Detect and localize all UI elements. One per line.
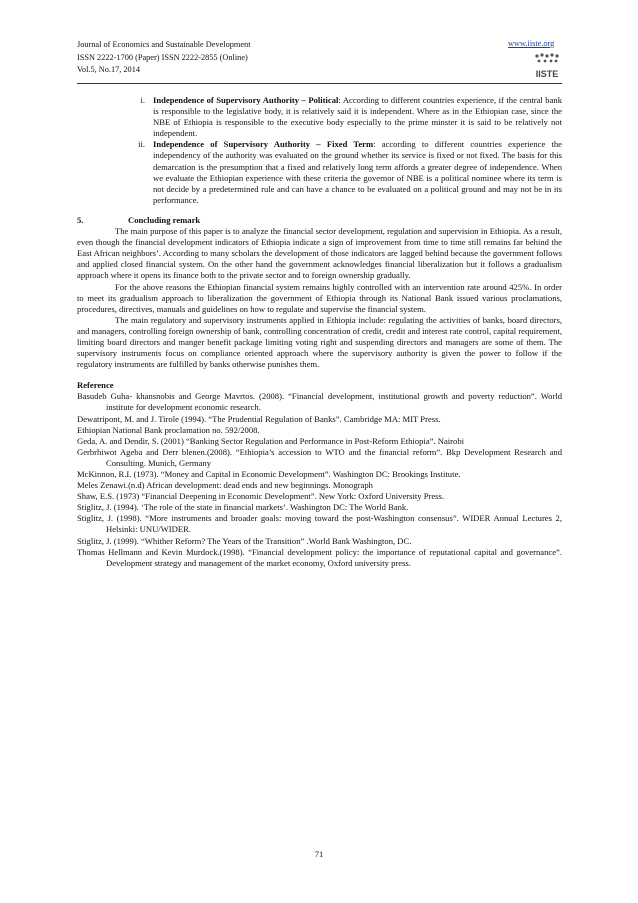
- reference-item: Meles Zenawi.(n.d) African development: dead ends and new beginnings. Monograph: [77, 480, 373, 491]
- list-item: [140, 95, 563, 139]
- paragraph: The main purpose of this paper is to analyze the financial sector development, regulation and supervision in Ethiopia. As a result, even though the financial development indicators of Ethiopia indicate a sign of improvement from time to time still remains far behind the East African neighbors’. According to many scholars the development of those indicators are lagged behind because the government follows and applied closed financial system. On the other hand the government acknowledges financial liberalization but it follows a gradualism approach where it opens its finance both to the private sector and to foreign ownership gradually.: [77, 226, 562, 281]
- reference-item: Geda, A. and Dendir, S. (2001) “Banking Sector Regulation and Performance in Post-Reform Ethiopia”. Nairobi: [77, 435, 464, 446]
- reference-item: Stiglitz, J. (1994). ‘The role of the state in financial markets’. Washington DC: The World Bank.: [77, 502, 409, 513]
- list-item: [138, 139, 562, 206]
- header-rule: [77, 83, 562, 84]
- paragraph: For the above reasons the Ethiopian financial system remains highly controlled with an intervention rate around 425%. In order to meet its gradualism approach to liberalization the government of Ethiopia through its National Bank issued various proclamations, procedures, directives, manuals and guidelines on how to regulate and supervise the financial system.: [77, 281, 562, 314]
- reference-item: Basudeb Guha- khansnobis and George Mavrtos. (2008). “Financial development, institutional growth and poverty reduction”. World institute for development economic research.: [77, 391, 562, 413]
- section-number: 5.: [77, 214, 84, 225]
- reference-item: Stiglitz, J. (1999). “Whither Reform? The Years of the Transition” .World Bank Washington, DC.: [77, 535, 412, 546]
- section-heading: [77, 215, 562, 226]
- volume-line: Vol.5, No.17, 2014: [77, 65, 140, 74]
- list-item-text: : According to different countries experience, if the central bank is responsible to the legislative body, it is relatively said it is independent. Where as in the Ethiopian case, since the NBE of Ethiopia is responsible to the executive body especially to the prime minster it is said to be relatively not independent.: [153, 95, 563, 139]
- reference-item: Thomas Hellmann and Kevin Murdock.(1998). “Financial development policy: the importance of reputational capital and governance”. Development strategy and management of the market economy, Oxford university press.: [77, 546, 562, 568]
- reference-item: Ethiopian National Bank proclamation no. 592/2008.: [77, 424, 260, 435]
- journal-header: [77, 39, 251, 77]
- list-number: i.: [140, 95, 145, 105]
- references-heading: Reference: [77, 380, 114, 391]
- journal-name: Journal of Economics and Sustainable Development: [77, 40, 251, 49]
- reference-item: McKinnon, R.I. (1973). “Money and Capital in Economic Development”. Washington DC: Brookings Institute.: [77, 469, 461, 479]
- issn-line: ISSN 2222-1700 (Paper) ISSN 2222-2855 (Online): [77, 52, 248, 62]
- list-item-title: Independence of Supervisory Authority – Fixed Term: [153, 139, 374, 150]
- svg-text:IISTE: IISTE: [535, 69, 559, 79]
- section-title: Concluding remark: [128, 214, 201, 225]
- iiste-logo: [533, 52, 561, 82]
- list-number: ii.: [138, 139, 145, 150]
- paragraph: The main regulatory and supervisory instruments applied in Ethiopia include: regulating the activities of banks, board directors, and managers, controlling foreign ownership of bank, controlling concentration of credit, credit and interest rate control, capital requirement, limiting board directors and manger benefit package limiting voting right and suspending directors and managers are some of them. The supervisory instruments focus on compliance oriented approach where the supervisory authority is given the power to follow if the regulatory instruments are fulfilled by banks otherwise punishes them.: [77, 314, 562, 370]
- page-body: [77, 95, 562, 569]
- reference-item: Shaw, E.S. (1973) “Financial Deepening in Economic Development”. New York: Oxford University Press.: [77, 491, 444, 502]
- reference-item: Stiglitz, J. (1998). “More instruments and broader goals: moving toward the post-Washington consensus”. WIDER Annual Lectures 2, Helsinki: UNU/WIDER.: [77, 513, 562, 535]
- reference-item: Dewatripont, M. and J. Tirole (1994). “The Prudential Regulation of Banks”. Cambridge MA: MIT Press.: [77, 413, 441, 424]
- page-number: 71: [314, 849, 324, 859]
- journal-url-link[interactable]: www.iiste.org: [508, 39, 555, 48]
- list-item-text: : according to different countries experience the independency of the authority was evaluated on the ground whether its service is fixed or not fixed. The basis for this demarcation is the presumption that a fixed and relatively long term affords a greater degree of independence. When we evaluate the Ethiopian experience with these criteria the governor of NBE is a political nominee where its term is not decide by a predetermined rule and can have a chance to be evaluated on a political ground and may not be in its performance.: [153, 139, 562, 205]
- list-item-title: Independence of Supervisory Authority – Political: [153, 95, 339, 105]
- reference-item: Gerbrhiwot Ageba and Derr blenen.(2008). “Ethiopia’s accession to WTO and the financial reform”. Bkp Development Research and Consulting. Munich, Germany: [77, 446, 562, 468]
